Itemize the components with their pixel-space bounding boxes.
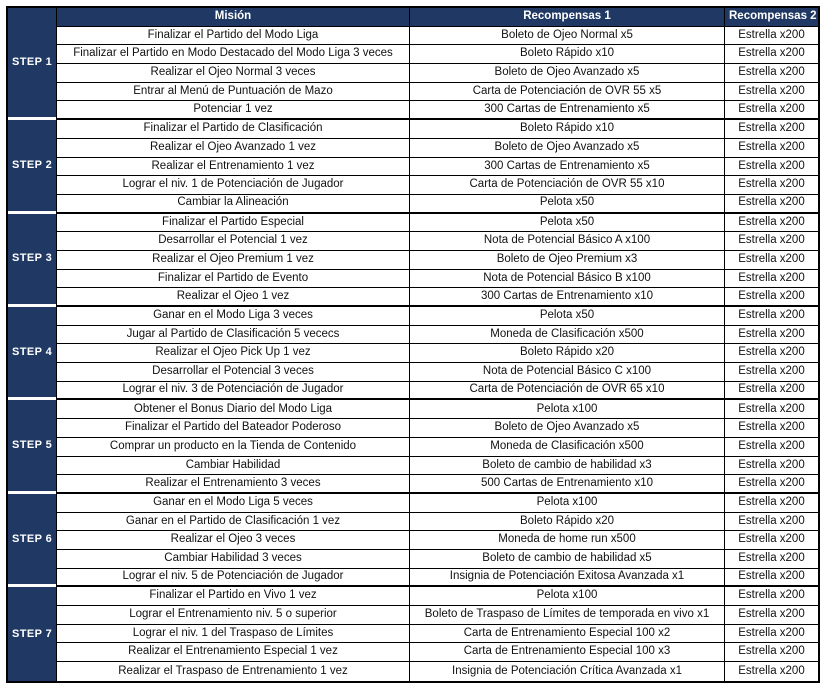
mission-cell: Realizar el Traspaso de Entrenamiento 1 vez xyxy=(56,662,409,681)
reward1-cell: Nota de Potencial Básico A x100 xyxy=(409,232,724,251)
mission-cell: Lograr el niv. 1 de Potenciación de Jugador xyxy=(56,176,409,195)
mission-cell: Finalizar el Partido en Modo Destacado del Modo Liga 3 veces xyxy=(56,45,409,64)
table-row xyxy=(8,382,818,401)
table-row xyxy=(8,531,818,550)
table-row xyxy=(8,550,818,569)
table-row xyxy=(8,662,818,681)
table-row xyxy=(8,270,818,289)
mission-cell: Obtener el Bonus Diario del Modo Liga xyxy=(56,400,409,419)
table-row xyxy=(8,643,818,662)
reward2-cell: Estrella x200 xyxy=(724,513,818,532)
reward2-cell: Estrella x200 xyxy=(724,625,818,644)
mission-cell: Lograr el niv. 1 del Traspaso de Límites xyxy=(56,625,409,644)
table-row xyxy=(8,45,818,64)
table-row xyxy=(8,64,818,83)
header-row xyxy=(8,8,818,27)
reward1-cell: 300 Cartas de Entrenamiento x5 xyxy=(409,101,724,120)
reward1-cell: 300 Cartas de Entrenamiento x10 xyxy=(409,288,724,307)
reward1-cell: Insignia de Potenciación Crítica Avanzada x1 xyxy=(409,662,724,681)
reward2-cell: Estrella x200 xyxy=(724,270,818,289)
reward2-cell: Estrella x200 xyxy=(724,307,818,326)
missions-table-body xyxy=(8,8,818,681)
reward2-cell: Estrella x200 xyxy=(724,214,818,233)
mission-cell: Finalizar el Partido Especial xyxy=(56,214,409,233)
reward2-cell: Estrella x200 xyxy=(724,662,818,681)
reward1-cell: Boleto de Ojeo Avanzado x5 xyxy=(409,64,724,83)
reward1-cell: Boleto de cambio de habilidad x3 xyxy=(409,457,724,476)
mission-cell: Potenciar 1 vez xyxy=(56,101,409,120)
table-row xyxy=(8,438,818,457)
reward2-cell: Estrella x200 xyxy=(724,419,818,438)
mission-cell: Realizar el Ojeo 1 vez xyxy=(56,288,409,307)
step-label: STEP 6 xyxy=(8,494,56,587)
table-row xyxy=(8,419,818,438)
reward2-cell: Estrella x200 xyxy=(724,64,818,83)
reward2-cell: Estrella x200 xyxy=(724,251,818,270)
reward1-cell: Pelota x50 xyxy=(409,307,724,326)
mission-cell: Jugar al Partido de Clasificación 5 vececs xyxy=(56,326,409,345)
reward2-cell: Estrella x200 xyxy=(724,232,818,251)
table-row xyxy=(8,475,818,494)
reward2-cell: Estrella x200 xyxy=(724,120,818,139)
mission-cell: Lograr el Entrenamiento niv. 5 o superior xyxy=(56,606,409,625)
table-row xyxy=(8,195,818,214)
reward2-cell: Estrella x200 xyxy=(724,494,818,513)
reward1-cell: Boleto Rápido x20 xyxy=(409,513,724,532)
mission-cell: Cambiar Habilidad xyxy=(56,457,409,476)
table-row xyxy=(8,251,818,270)
table-row xyxy=(8,344,818,363)
step-label: STEP 5 xyxy=(8,400,56,493)
table-row xyxy=(8,27,818,46)
reward1-cell: Moneda de Clasificación x500 xyxy=(409,326,724,345)
table-row xyxy=(8,587,818,606)
step-label: STEP 2 xyxy=(8,120,56,213)
mission-cell: Finalizar el Partido de Clasificación xyxy=(56,120,409,139)
mission-cell: Finalizar el Partido de Evento xyxy=(56,270,409,289)
reward2-cell: Estrella x200 xyxy=(724,606,818,625)
table-row xyxy=(8,513,818,532)
reward1-cell: Boleto Rápido x10 xyxy=(409,120,724,139)
reward1-cell: Insignia de Potenciación Exitosa Avanzada x1 xyxy=(409,569,724,588)
reward1-cell: Carta de Entrenamiento Especial 100 x2 xyxy=(409,625,724,644)
step-label: STEP 4 xyxy=(8,307,56,400)
reward2-cell: Estrella x200 xyxy=(724,195,818,214)
reward1-cell: Pelota x100 xyxy=(409,587,724,606)
table-row xyxy=(8,307,818,326)
reward1-cell: Pelota x50 xyxy=(409,214,724,233)
reward2-cell: Estrella x200 xyxy=(724,587,818,606)
reward1-cell: Carta de Entrenamiento Especial 100 x3 xyxy=(409,643,724,662)
reward2-cell: Estrella x200 xyxy=(724,139,818,158)
mission-cell: Finalizar el Partido en Vivo 1 vez xyxy=(56,587,409,606)
table-row xyxy=(8,326,818,345)
reward1-cell: Boleto Rápido x20 xyxy=(409,344,724,363)
mission-cell: Desarrollar el Potencial 1 vez xyxy=(56,232,409,251)
reward1-cell: Boleto de Ojeo Avanzado x5 xyxy=(409,139,724,158)
mission-cell: Realizar el Entrenamiento 3 veces xyxy=(56,475,409,494)
mission-cell: Finalizar el Partido del Modo Liga xyxy=(56,27,409,46)
step-label: STEP 7 xyxy=(8,587,56,680)
reward2-cell: Estrella x200 xyxy=(724,158,818,177)
step-label: STEP 3 xyxy=(8,214,56,307)
table-row xyxy=(8,83,818,102)
reward1-cell: Carta de Potenciación de OVR 55 x10 xyxy=(409,176,724,195)
reward1-cell: 500 Cartas de Entrenamiento x10 xyxy=(409,475,724,494)
mission-cell: Ganar en el Modo Liga 5 veces xyxy=(56,494,409,513)
mission-cell: Realizar el Entrenamiento 1 vez xyxy=(56,158,409,177)
reward2-cell: Estrella x200 xyxy=(724,438,818,457)
table-row xyxy=(8,363,818,382)
step-label: STEP 1 xyxy=(8,8,56,120)
reward2-cell: Estrella x200 xyxy=(724,101,818,120)
reward1-cell: Pelota x50 xyxy=(409,195,724,214)
mission-cell: Comprar un producto en la Tienda de Contenido xyxy=(56,438,409,457)
reward1-cell: Pelota x100 xyxy=(409,400,724,419)
reward1-cell: Carta de Potenciación de OVR 65 x10 xyxy=(409,382,724,401)
table-row xyxy=(8,158,818,177)
reward2-cell: Estrella x200 xyxy=(724,83,818,102)
table-row xyxy=(8,214,818,233)
mission-cell: Realizar el Ojeo Avanzado 1 vez xyxy=(56,139,409,158)
table-row xyxy=(8,606,818,625)
reward2-cell: Estrella x200 xyxy=(724,643,818,662)
table-row xyxy=(8,400,818,419)
reward2-cell: Estrella x200 xyxy=(724,363,818,382)
missions-table xyxy=(6,6,820,683)
reward1-cell: Boleto de Ojeo Normal x5 xyxy=(409,27,724,46)
reward2-cell: Estrella x200 xyxy=(724,550,818,569)
table-row xyxy=(8,139,818,158)
column-header-reward2: Recompensas 2 xyxy=(724,8,818,27)
mission-cell: Ganar en el Partido de Clasificación 1 vez xyxy=(56,513,409,532)
reward2-cell: Estrella x200 xyxy=(724,288,818,307)
reward1-cell: Nota de Potencial Básico B x100 xyxy=(409,270,724,289)
table-row xyxy=(8,569,818,588)
reward1-cell: Moneda de home run x500 xyxy=(409,531,724,550)
column-header-reward1: Recompensas 1 xyxy=(409,8,724,27)
mission-cell: Realizar el Ojeo Pick Up 1 vez xyxy=(56,344,409,363)
table-row xyxy=(8,625,818,644)
table-row xyxy=(8,288,818,307)
table-row xyxy=(8,120,818,139)
mission-cell: Realizar el Ojeo 3 veces xyxy=(56,531,409,550)
table-row xyxy=(8,101,818,120)
reward2-cell: Estrella x200 xyxy=(724,569,818,588)
reward2-cell: Estrella x200 xyxy=(724,400,818,419)
reward2-cell: Estrella x200 xyxy=(724,344,818,363)
mission-cell: Lograr el niv. 3 de Potenciación de Jugador xyxy=(56,382,409,401)
reward2-cell: Estrella x200 xyxy=(724,457,818,476)
mission-cell: Desarrollar el Potencial 3 veces xyxy=(56,363,409,382)
reward2-cell: Estrella x200 xyxy=(724,45,818,64)
reward1-cell: Boleto de Traspaso de Límites de temporada en vivo x1 xyxy=(409,606,724,625)
mission-cell: Realizar el Ojeo Normal 3 veces xyxy=(56,64,409,83)
reward1-cell: Boleto Rápido x10 xyxy=(409,45,724,64)
reward1-cell: Moneda de Clasificación x500 xyxy=(409,438,724,457)
mission-cell: Entrar al Menú de Puntuación de Mazo xyxy=(56,83,409,102)
mission-cell: Cambiar Habilidad 3 veces xyxy=(56,550,409,569)
mission-cell: Realizar el Entrenamiento Especial 1 vez xyxy=(56,643,409,662)
mission-cell: Lograr el niv. 5 de Potenciación de Jugador xyxy=(56,569,409,588)
table-row xyxy=(8,176,818,195)
reward2-cell: Estrella x200 xyxy=(724,27,818,46)
table-row xyxy=(8,494,818,513)
column-header-mission: Misión xyxy=(56,8,409,27)
reward1-cell: Boleto de Ojeo Avanzado x5 xyxy=(409,419,724,438)
reward2-cell: Estrella x200 xyxy=(724,382,818,401)
reward1-cell: Pelota x100 xyxy=(409,494,724,513)
mission-cell: Finalizar el Partido del Bateador Poderoso xyxy=(56,419,409,438)
mission-cell: Realizar el Ojeo Premium 1 vez xyxy=(56,251,409,270)
reward1-cell: Nota de Potencial Básico C x100 xyxy=(409,363,724,382)
reward2-cell: Estrella x200 xyxy=(724,531,818,550)
reward2-cell: Estrella x200 xyxy=(724,176,818,195)
mission-cell: Ganar en el Modo Liga 3 veces xyxy=(56,307,409,326)
table-row xyxy=(8,232,818,251)
mission-cell: Cambiar la Alineación xyxy=(56,195,409,214)
table-row xyxy=(8,457,818,476)
reward1-cell: Carta de Potenciación de OVR 55 x5 xyxy=(409,83,724,102)
reward2-cell: Estrella x200 xyxy=(724,326,818,345)
reward1-cell: Boleto de Ojeo Premium x3 xyxy=(409,251,724,270)
reward1-cell: Boleto de cambio de habilidad x5 xyxy=(409,550,724,569)
reward2-cell: Estrella x200 xyxy=(724,475,818,494)
reward1-cell: 300 Cartas de Entrenamiento x5 xyxy=(409,158,724,177)
